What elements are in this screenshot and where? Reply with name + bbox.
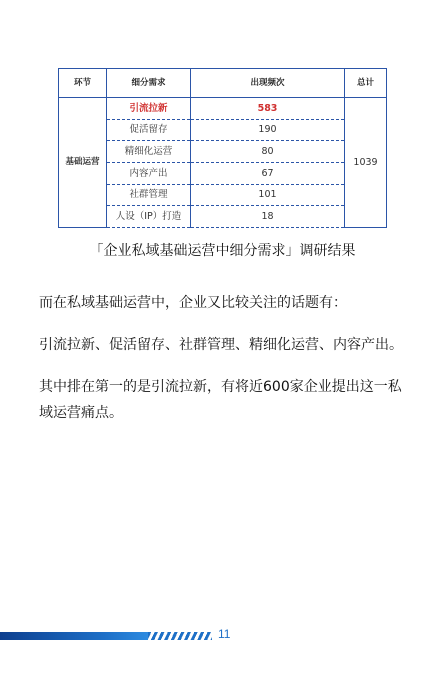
table-header-row bbox=[59, 69, 387, 98]
header-subneed: 细分需求 bbox=[107, 69, 191, 98]
subneed-cell: 促活留存 bbox=[107, 119, 191, 141]
subneed-cell: 内容产出 bbox=[107, 162, 191, 184]
table-row bbox=[59, 141, 387, 163]
header-frequency: 出现频次 bbox=[191, 69, 345, 98]
count-cell: 67 bbox=[191, 162, 345, 184]
table-row bbox=[59, 184, 387, 206]
subneed-cell: 精细化运营 bbox=[107, 141, 191, 163]
dimension-cell: 基础运营 bbox=[59, 98, 107, 228]
count-cell: 190 bbox=[191, 119, 345, 141]
subneed-cell: 人设（IP）打造 bbox=[107, 206, 191, 228]
table-row bbox=[59, 119, 387, 141]
count-cell: 80 bbox=[191, 141, 345, 163]
survey-table bbox=[58, 68, 387, 228]
header-total: 总计 bbox=[345, 69, 387, 98]
count-cell: 101 bbox=[191, 184, 345, 206]
paragraph-conclusion: 其中排在第一的是引流拉新，有将近600家企业提出这一私域运营痛点。 bbox=[39, 379, 402, 421]
footer-accent-bar bbox=[0, 632, 148, 640]
count-cell: 18 bbox=[191, 206, 345, 228]
subneed-cell: 引流拉新 bbox=[107, 98, 191, 120]
paragraph-topics: 引流拉新、促活留存、社群管理、精细化运营、内容产出。 bbox=[39, 337, 403, 353]
count-cell: 583 bbox=[191, 98, 345, 120]
footer-stripes bbox=[148, 632, 212, 640]
subneed-cell: 社群管理 bbox=[107, 184, 191, 206]
paragraph-intro: 而在私域基础运营中，企业又比较关注的话题有： bbox=[39, 295, 347, 311]
total-cell: 1039 bbox=[345, 98, 387, 228]
page-number: 11 bbox=[218, 627, 231, 641]
table-row bbox=[59, 162, 387, 184]
header-dimension: 环节 bbox=[59, 69, 107, 98]
table-caption: 「企业私域基础运营中细分需求」调研结果 bbox=[89, 243, 356, 259]
table-row bbox=[59, 206, 387, 228]
survey-table-container bbox=[58, 68, 386, 228]
table-row bbox=[59, 98, 387, 120]
